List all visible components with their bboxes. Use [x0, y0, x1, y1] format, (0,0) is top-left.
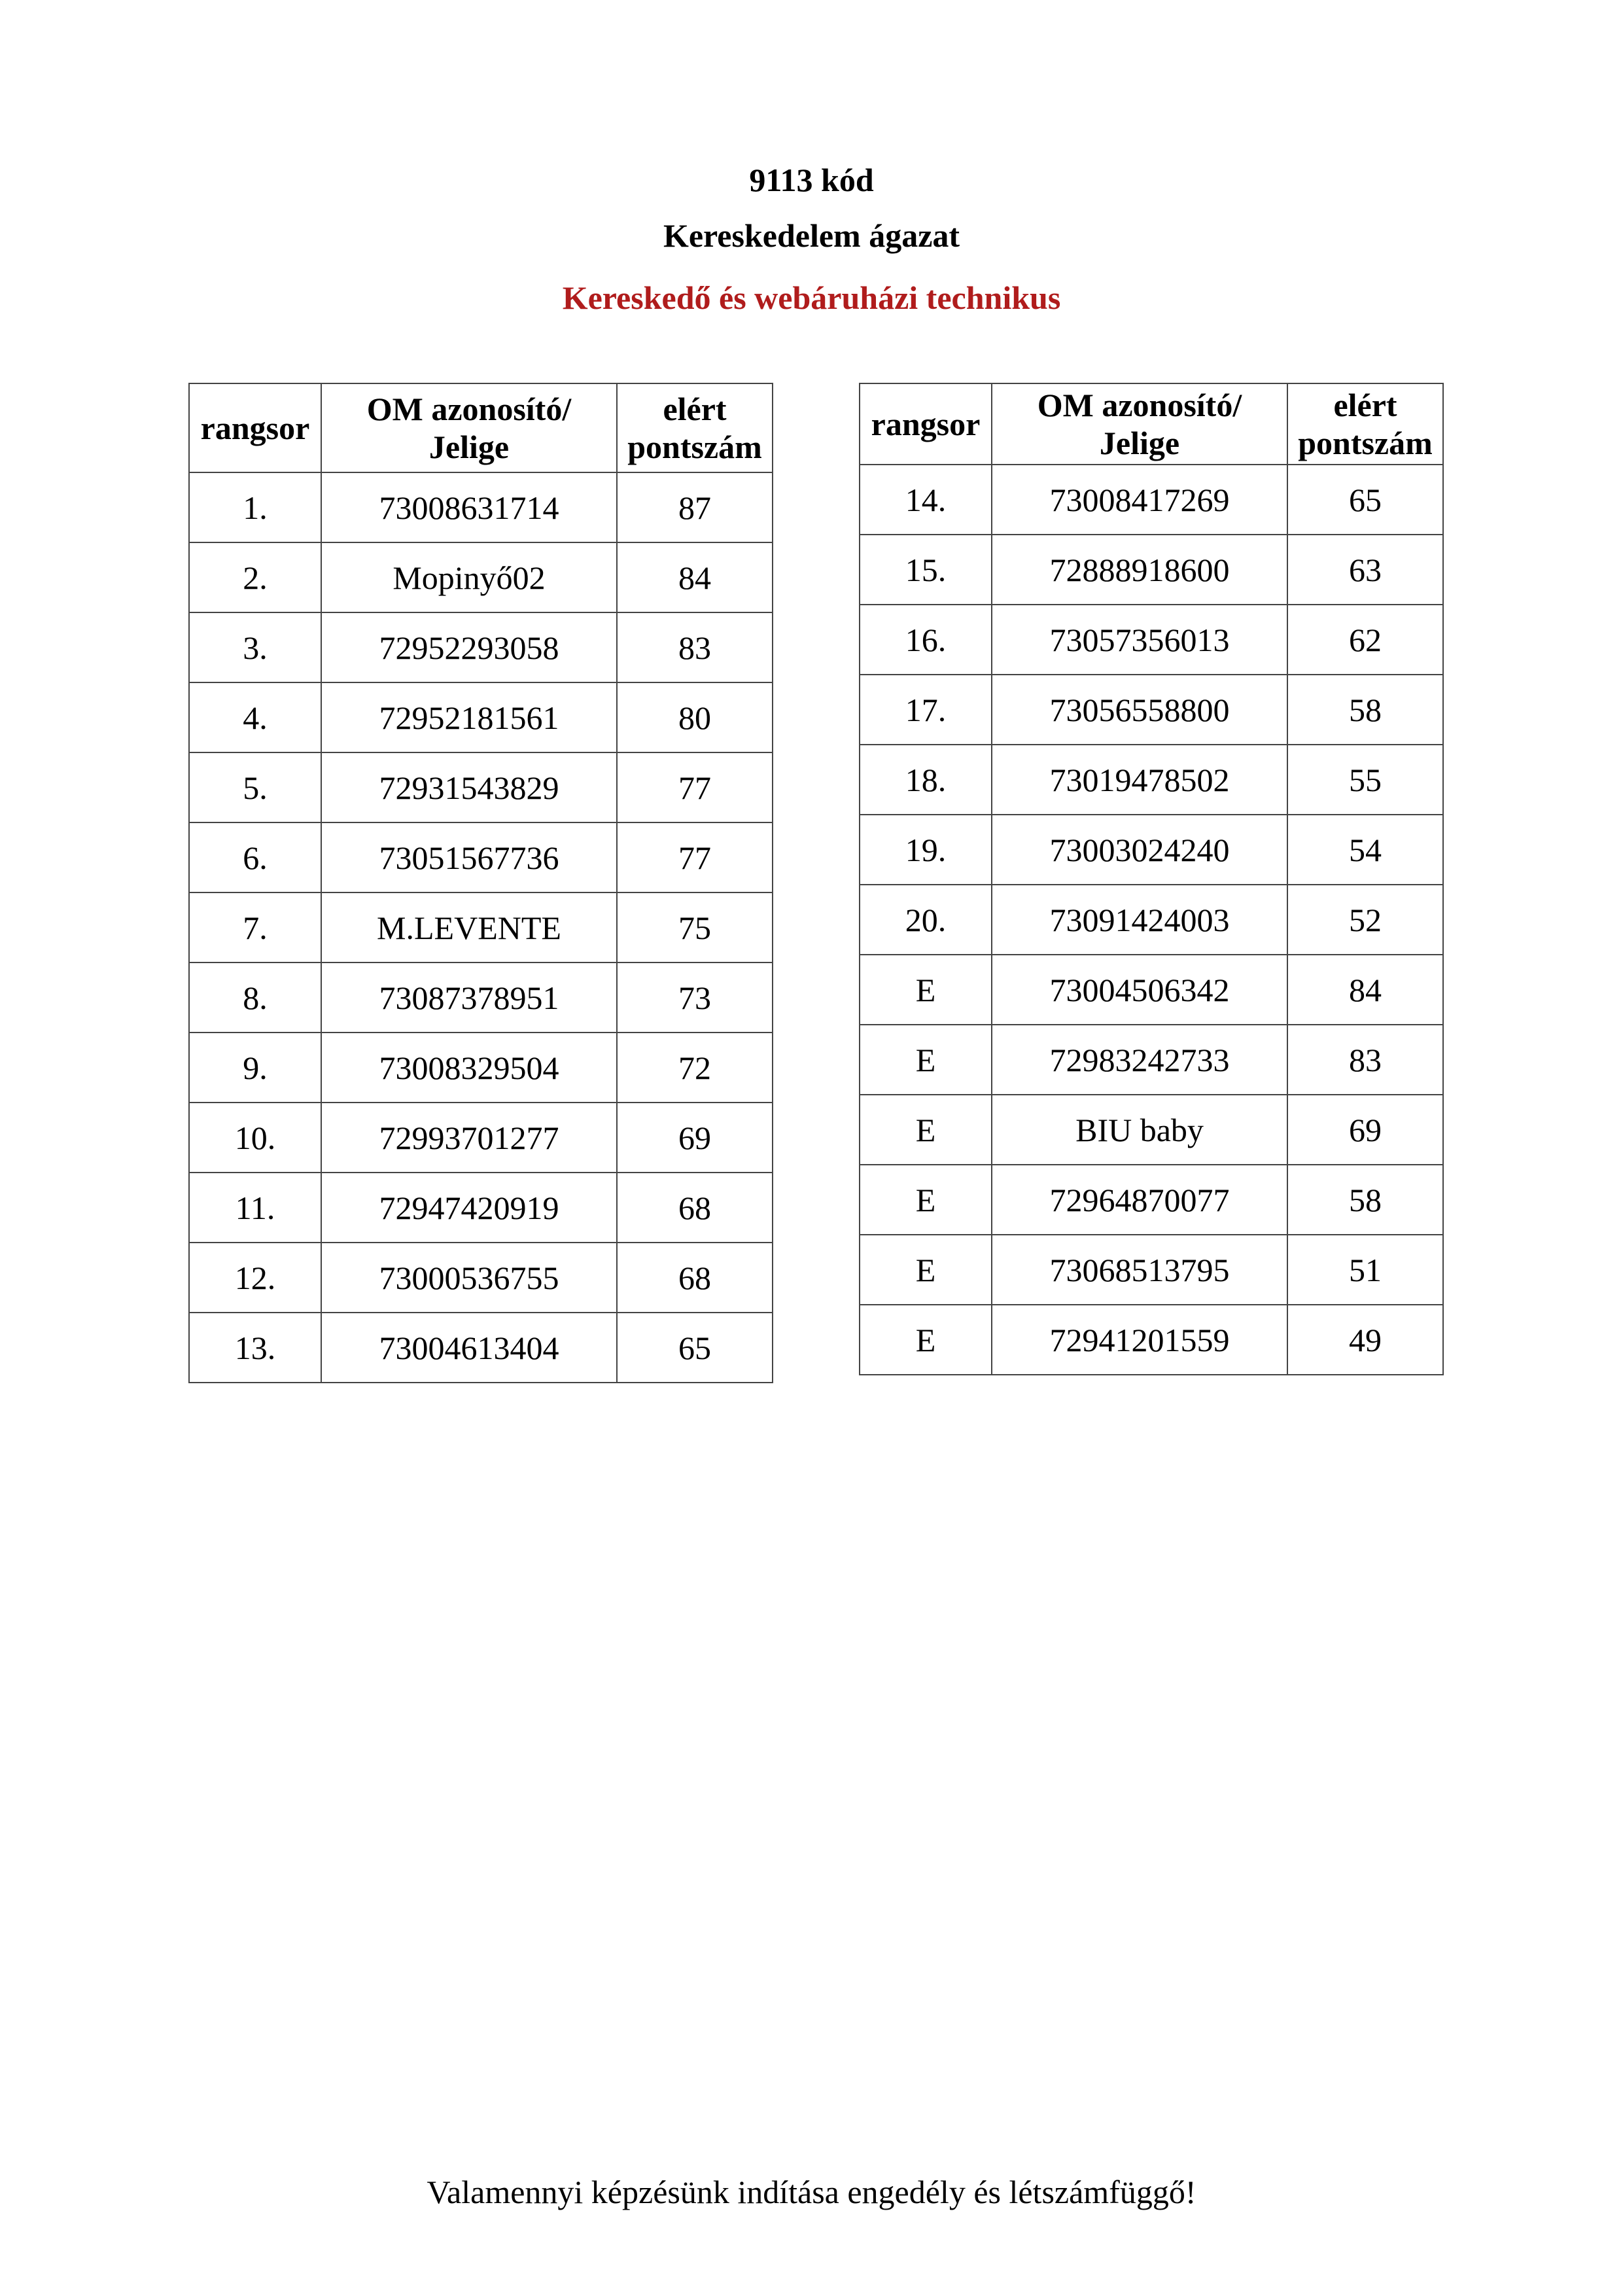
- om-id-cell: 73019478502: [992, 745, 1287, 815]
- program-title: Kereskedő és webáruházi technikus: [562, 279, 1061, 316]
- om-id-cell: 73091424003: [992, 885, 1287, 955]
- rank-cell: E: [860, 955, 992, 1025]
- table-row: [189, 472, 773, 542]
- points-cell: 58: [1287, 675, 1443, 745]
- rank-cell: E: [860, 1165, 992, 1235]
- document-code-title: 9113 kód: [749, 162, 874, 198]
- om-id-cell: BIU baby: [992, 1095, 1287, 1165]
- points-cell: 51: [1287, 1235, 1443, 1305]
- table-row: [189, 963, 773, 1033]
- points-cell: 83: [617, 612, 773, 682]
- om-id-cell: 72952293058: [321, 612, 617, 682]
- rank-cell: 5.: [189, 752, 321, 822]
- table-row: [189, 612, 773, 682]
- rank-cell: 9.: [189, 1033, 321, 1103]
- points-cell: 68: [617, 1243, 773, 1313]
- rank-cell: 14.: [860, 465, 992, 535]
- points-cell: 80: [617, 682, 773, 752]
- points-cell: 83: [1287, 1025, 1443, 1095]
- om-id-cell: 73056558800: [992, 675, 1287, 745]
- header-rank: rangsor: [189, 383, 321, 472]
- header-points-line2: pontszám: [1298, 425, 1433, 461]
- rank-cell: 13.: [189, 1313, 321, 1383]
- header-rank: rangsor: [860, 383, 992, 465]
- points-cell: 84: [617, 542, 773, 612]
- rank-cell: 16.: [860, 605, 992, 675]
- table-row: [189, 1033, 773, 1103]
- points-cell: 69: [1287, 1095, 1443, 1165]
- table-row: [860, 535, 1443, 605]
- rank-cell: 12.: [189, 1243, 321, 1313]
- points-cell: 77: [617, 752, 773, 822]
- om-id-cell: 73008417269: [992, 465, 1287, 535]
- header-om-line2: Jelige: [1099, 425, 1180, 461]
- points-cell: 73: [617, 963, 773, 1033]
- om-id-cell: M.LEVENTE: [321, 892, 617, 963]
- om-id-cell: 73051567736: [321, 822, 617, 892]
- points-cell: 75: [617, 892, 773, 963]
- rank-cell: 1.: [189, 472, 321, 542]
- table-row: [189, 542, 773, 612]
- header-om-id: [992, 383, 1287, 465]
- om-id-cell: 72983242733: [992, 1025, 1287, 1095]
- om-id-cell: 73068513795: [992, 1235, 1287, 1305]
- table-row: [860, 465, 1443, 535]
- om-id-cell: 72888918600: [992, 535, 1287, 605]
- table-row: [860, 1235, 1443, 1305]
- table-row: [189, 1243, 773, 1313]
- table-row: [860, 605, 1443, 675]
- table-row: [860, 955, 1443, 1025]
- header-om-id: [321, 383, 617, 472]
- table-row: [860, 885, 1443, 955]
- points-cell: 77: [617, 822, 773, 892]
- table-row: [189, 822, 773, 892]
- table-row: [860, 1025, 1443, 1095]
- om-id-cell: 72993701277: [321, 1103, 617, 1173]
- table-row: [860, 675, 1443, 745]
- ranking-table-left: [188, 383, 773, 1383]
- points-cell: 58: [1287, 1165, 1443, 1235]
- om-id-cell: Mopinyő02: [321, 542, 617, 612]
- rank-cell: E: [860, 1305, 992, 1375]
- points-cell: 62: [1287, 605, 1443, 675]
- header-om-line1: OM azonosító/: [366, 391, 572, 427]
- ranking-table-right-body: [860, 465, 1443, 1375]
- table-row: [860, 815, 1443, 885]
- sector-title: Kereskedelem ágazat: [663, 217, 960, 254]
- points-cell: 68: [617, 1173, 773, 1243]
- points-cell: 65: [1287, 465, 1443, 535]
- rank-cell: 3.: [189, 612, 321, 682]
- header-points: [1287, 383, 1443, 465]
- points-cell: 52: [1287, 885, 1443, 955]
- table-row: [860, 745, 1443, 815]
- ranking-table-left-body: [189, 472, 773, 1383]
- rank-cell: 7.: [189, 892, 321, 963]
- table-row: [189, 892, 773, 963]
- rank-cell: 2.: [189, 542, 321, 612]
- table-header-row: [860, 383, 1443, 465]
- om-id-cell: 72931543829: [321, 752, 617, 822]
- ranking-table-right: [859, 383, 1444, 1375]
- table-row: [860, 1305, 1443, 1375]
- table-row: [860, 1095, 1443, 1165]
- om-id-cell: 72952181561: [321, 682, 617, 752]
- rank-cell: 20.: [860, 885, 992, 955]
- header-points-line1: elért: [663, 391, 727, 427]
- points-cell: 72: [617, 1033, 773, 1103]
- table-row: [189, 682, 773, 752]
- table-row: [189, 752, 773, 822]
- table-row: [189, 1313, 773, 1383]
- header-points: [617, 383, 773, 472]
- points-cell: 65: [617, 1313, 773, 1383]
- om-id-cell: 73008631714: [321, 472, 617, 542]
- points-cell: 55: [1287, 745, 1443, 815]
- table-row: [860, 1165, 1443, 1235]
- rank-cell: 18.: [860, 745, 992, 815]
- table-row: [189, 1103, 773, 1173]
- rank-cell: 11.: [189, 1173, 321, 1243]
- rank-cell: 19.: [860, 815, 992, 885]
- points-cell: 49: [1287, 1305, 1443, 1375]
- header-om-line2: Jelige: [428, 429, 510, 465]
- points-cell: 69: [617, 1103, 773, 1173]
- rank-cell: 10.: [189, 1103, 321, 1173]
- om-id-cell: 73004613404: [321, 1313, 617, 1383]
- points-cell: 63: [1287, 535, 1443, 605]
- om-id-cell: 73008329504: [321, 1033, 617, 1103]
- header-points-line1: elért: [1333, 387, 1397, 423]
- om-id-cell: 73087378951: [321, 963, 617, 1033]
- rank-cell: 15.: [860, 535, 992, 605]
- rank-cell: E: [860, 1095, 992, 1165]
- footer-note: Valamennyi képzésünk indítása engedély és létszámfüggő!: [427, 2174, 1196, 2210]
- rank-cell: 4.: [189, 682, 321, 752]
- om-id-cell: 72941201559: [992, 1305, 1287, 1375]
- header-om-line1: OM azonosító/: [1037, 387, 1242, 423]
- rank-cell: 8.: [189, 963, 321, 1033]
- rank-cell: E: [860, 1025, 992, 1095]
- om-id-cell: 73000536755: [321, 1243, 617, 1313]
- table-header-row: [189, 383, 773, 472]
- header-points-line2: pontszám: [627, 429, 762, 465]
- om-id-cell: 73057356013: [992, 605, 1287, 675]
- rank-cell: 17.: [860, 675, 992, 745]
- om-id-cell: 73003024240: [992, 815, 1287, 885]
- rank-cell: E: [860, 1235, 992, 1305]
- points-cell: 87: [617, 472, 773, 542]
- rank-cell: 6.: [189, 822, 321, 892]
- om-id-cell: 72947420919: [321, 1173, 617, 1243]
- points-cell: 54: [1287, 815, 1443, 885]
- points-cell: 84: [1287, 955, 1443, 1025]
- om-id-cell: 73004506342: [992, 955, 1287, 1025]
- om-id-cell: 72964870077: [992, 1165, 1287, 1235]
- table-row: [189, 1173, 773, 1243]
